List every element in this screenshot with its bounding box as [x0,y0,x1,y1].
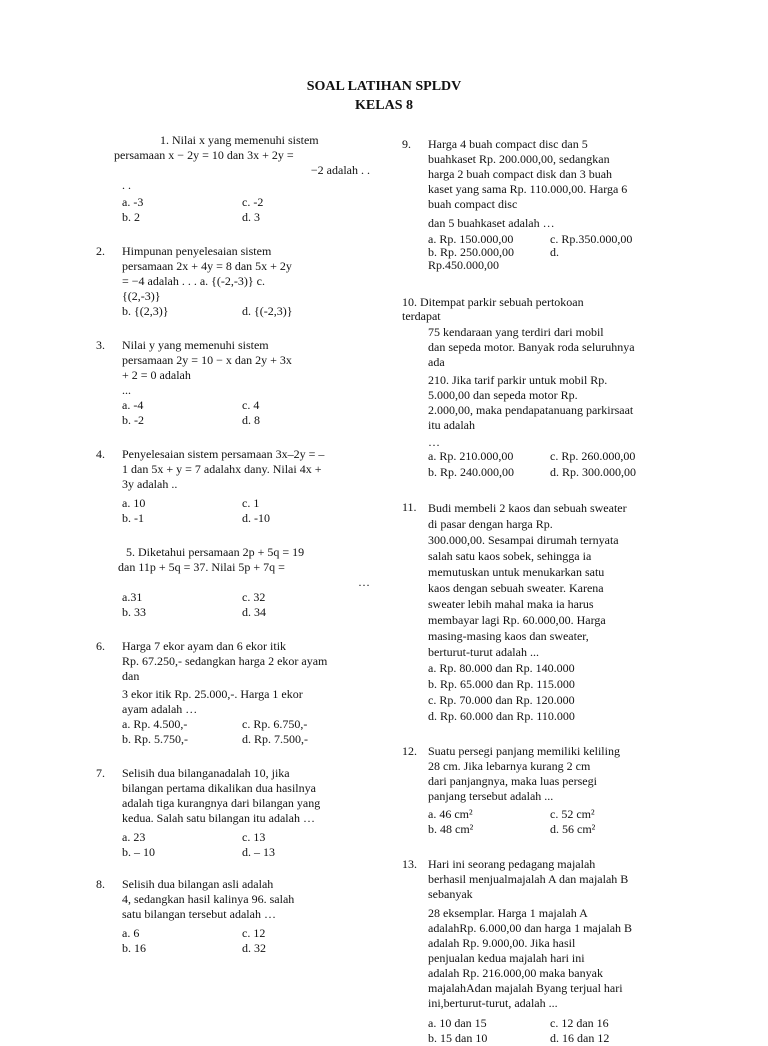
question-line: terdapat [402,309,441,323]
question-line: Harga 4 buah compact disc dan 5 [428,137,588,151]
option-c[interactable]: c. 1 [242,496,260,510]
question-line: 75 kendaraan yang terdiri dari mobil [428,325,604,339]
question-number: 4. [96,447,105,461]
options [428,1016,684,1046]
question-line: dan 11p + 5q = 37. Nilai 5p + 7q = [118,560,285,574]
question-number: 9. [402,137,411,151]
question-line: panjang tersebut adalah ... [428,789,554,803]
question-line: kedua. Salah satu bilangan itu adalah … [122,811,315,825]
options [428,448,684,480]
question-number: 8. [96,877,105,891]
question-line: satu bilangan tersebut adalah … [122,907,276,921]
option-d[interactable]: d. 8 [242,413,260,427]
question-11 [402,500,684,724]
option-a[interactable]: a. Rp. 4.500,- [122,717,188,731]
question-number: 10. [402,295,417,309]
option-c[interactable]: c. Rp. 70.000 dan Rp. 120.000 [428,693,575,707]
question-line: 28 eksemplar. Harga 1 majalah A [428,906,588,920]
options [122,398,376,428]
question-line: dan 5 buahkaset adalah … [428,216,555,230]
question-6 [96,639,376,747]
option-c[interactable]: c. 12 dan 16 [550,1016,609,1030]
options [122,717,376,747]
question-line: membayar lagi Rp. 60.000,00. Harga [428,613,606,627]
question-line: kaos dengan sebuah sweater. Karena [428,581,604,595]
question-line: penjualan kedua majalah hari ini [428,951,585,965]
question-line: Penyelesaian sistem persamaan 3x–2y = – [122,447,325,461]
question-9 [402,137,684,272]
question-12 [402,744,684,837]
question-2 [96,244,376,319]
question-line: sebanyak [428,887,473,901]
option-c[interactable]: c. 32 [242,590,266,604]
question-line: Himpunan penyelesaian sistem [122,244,272,258]
question-line: 2.000,00, maka pendapatanuang parkirsaat [428,403,634,417]
options [122,304,376,319]
question-13 [402,857,684,1046]
question-line: Budi membeli 2 kaos dan sebuah sweater [428,501,627,515]
options [428,807,684,837]
question-line: berturut-turut adalah ... [428,645,539,659]
question-line: −2 adalah . . [310,163,370,177]
question-line: 300.000,00. Sesampai dirumah ternyata [428,533,619,547]
options [428,660,684,724]
question-line: 5.000,00 dan sepeda motor Rp. [428,388,578,402]
question-line: 3y adalah .. [122,477,178,491]
question-line: 210. Jika tarif parkir untuk mobil Rp. [428,373,608,387]
question-line: sweater lebih mahal maka ia harus [428,597,594,611]
option-d[interactable]: d. -10 [242,511,270,525]
question-line: kaset yang sama Rp. 110.000,00. Harga 6 [428,182,628,196]
question-number: 12. [402,744,417,758]
left-column [96,133,376,956]
question-line: {(2,-3)} [122,289,161,303]
document-subtitle: KELAS 8 [355,98,413,113]
option-b[interactable]: b. Rp. 250.000,00 [428,245,515,259]
option-a[interactable]: a. 23 [122,830,146,844]
option-b[interactable]: b. -1 [122,511,144,525]
option-d[interactable]: d. 34 [242,605,266,619]
option-a[interactable]: a. Rp. 210.000,00 [428,449,514,463]
option-a[interactable]: a. 6 [122,926,140,940]
option-d[interactable]: d. 56 cm² [550,822,596,836]
question-line: . . [122,178,131,192]
option-c[interactable]: c. -2 [242,195,264,209]
question-line: Harga 7 ekor ayam dan 6 ekor itik [122,639,287,653]
question-line: dari panjangnya, maka luas persegi [428,774,597,788]
question-line: + 2 = 0 adalah [122,368,191,382]
option-b[interactable]: b. Rp. 240.000,00 [428,465,515,479]
question-number: 11. [402,500,417,514]
question-4 [96,447,376,526]
option-d[interactable]: d. Rp. 300.000,00 [550,465,637,479]
option-c[interactable]: c. Rp. 6.750,- [242,717,308,731]
option-a[interactable]: a. 46 cm² [428,807,473,821]
question-line: di pasar dengan harga Rp. [428,517,553,531]
option-b[interactable]: b. – 10 [122,845,155,859]
option-a[interactable]: a. -3 [122,195,144,209]
option-b[interactable]: b. Rp. 5.750,- [122,732,188,746]
question-number: 6. [96,639,105,653]
option-d[interactable]: d. – 13 [242,845,275,859]
question-3 [96,338,376,428]
option-b[interactable]: b. {(2,3)} [122,304,169,318]
option-a[interactable]: a. 10 dan 15 [428,1016,487,1030]
question-line: ada [428,355,445,369]
question-line: Diketahui persamaan 2p + 5q = 19 [138,545,305,559]
question-line: Rp. 67.250,- sedangkan harga 2 ekor ayam [122,654,328,668]
question-line: masing-masing kaos dan sweater, [428,629,589,643]
question-line: 28 cm. Jika lebarnya kurang 2 cm [428,759,591,773]
option-a[interactable]: a. Rp. 80.000 dan Rp. 140.000 [428,661,575,675]
question-number: 2. [96,244,105,258]
question-line: adalah tiga kurangnya dari bilangan yang [122,796,321,810]
question-line: = −4 adalah . . . a. {(-2,-3)} c. [122,274,266,288]
option-d[interactable]: d. Rp. 7.500,- [242,732,308,746]
right-column [402,137,684,1046]
option-d-value: Rp.450.000,00 [428,258,500,272]
options [122,926,376,956]
question-line: persamaan 2x + 4y = 8 dan 5x + 2y [122,259,292,273]
question-line: memutuskan untuk menukarkan satu [428,565,605,579]
question-line: adalah Rp. 216.000,00 maka banyak [428,966,603,980]
option-d[interactable]: d. [550,245,559,259]
options [122,590,376,620]
option-b[interactable]: b. 16 [122,941,146,955]
option-b[interactable]: b. 2 [122,210,140,224]
question-line: buah compact disc [428,197,518,211]
question-line: ayam adalah … [122,702,198,716]
question-line: dan [122,669,140,683]
option-b[interactable]: b. Rp. 65.000 dan Rp. 115.000 [428,677,575,691]
options [428,233,684,272]
question-line: Hari ini seorang pedagang majalah [428,857,596,871]
option-d[interactable]: d. 3 [242,210,260,224]
option-a[interactable]: a. Rp. 150.000,00 [428,232,514,246]
question-line: persamaan x − 2y = 10 dan 3x + 2y = [114,148,294,162]
options [122,496,376,526]
question-line: Selisih dua bilanganadalah 10, jika [122,766,290,780]
question-line: buahkaset Rp. 200.000,00, sedangkan [428,152,610,166]
question-line: 4, sedangkan hasil kalinya 96. salah [122,892,295,906]
option-b[interactable]: b. -2 [122,413,144,427]
question-line: Nilai x yang memenuhi sistem [172,133,319,147]
option-c[interactable]: c. Rp. 260.000,00 [550,449,636,463]
question-10 [402,295,684,480]
option-c[interactable]: c. 52 cm² [550,807,595,821]
question-line: adalahRp. 6.000,00 dan harga 1 majalah B [428,921,633,935]
question-line: dan sepeda motor. Banyak roda seluruhnya [428,340,635,354]
question-line: 3 ekor itik Rp. 25.000,-. Harga 1 ekor [122,687,303,701]
question-line: bilangan pertama dikalikan dua hasilnya [122,781,316,795]
question-number: 3. [96,338,105,352]
option-d[interactable]: d. Rp. 60.000 dan Rp. 110.000 [428,709,575,723]
option-c[interactable]: c. 12 [242,926,266,940]
option-c[interactable]: c. Rp.350.000,00 [550,232,633,246]
question-number: 7. [96,766,105,780]
question-line: salah satu kaos sobek, sehingga ia [428,549,592,563]
options [122,830,376,860]
document-title: SOAL LATIHAN SPLDV [306,79,462,94]
question-line: ini,berturut-turut, adalah ... [428,996,558,1010]
question-line: itu adalah [428,418,475,432]
question-line: Selisih dua bilangan asli adalah [122,877,274,891]
options [122,195,376,225]
question-line: adalah Rp. 9.000,00. Jika hasil [428,936,576,950]
question-5 [96,545,376,620]
option-a[interactable]: a.31 [122,590,143,604]
question-number: 13. [402,857,417,871]
option-a[interactable]: a. 10 [122,496,146,510]
option-d[interactable]: d. 16 dan 12 [550,1031,610,1045]
question-line: Ditempat parkir sebuah pertokoan [420,295,584,309]
question-7 [96,766,376,860]
question-line: harga 2 buah compact disk dan 3 buah [428,167,613,181]
question-line: … [358,575,370,589]
option-d[interactable]: d. 32 [242,941,266,955]
question-number: 5. [126,545,135,559]
question-line: 1 dan 5x + y = 7 adalahx dany. Nilai 4x + [122,462,322,476]
question-number: 1. [160,133,169,147]
question-8 [96,877,376,956]
question-line: Suatu persegi panjang memiliki keliling [428,744,620,758]
question-1 [96,133,376,225]
question-line: ... [122,383,131,397]
option-b[interactable]: b. 48 cm² [428,822,474,836]
option-d[interactable]: d. {(-2,3)} [242,304,293,318]
option-b[interactable]: b. 15 dan 10 [428,1031,488,1045]
question-line: majalahAdan majalah Byang terjual hari [428,981,623,995]
option-b[interactable]: b. 33 [122,605,146,619]
question-line: Nilai y yang memenuhi sistem [122,338,269,352]
option-c[interactable]: c. 4 [242,398,260,412]
question-line: … [428,435,440,449]
option-a[interactable]: a. -4 [122,398,144,412]
option-c[interactable]: c. 13 [242,830,266,844]
question-line: berhasil menjualmajalah A dan majalah B [428,872,629,886]
question-line: persamaan 2y = 10 − x dan 2y + 3x [122,353,292,367]
